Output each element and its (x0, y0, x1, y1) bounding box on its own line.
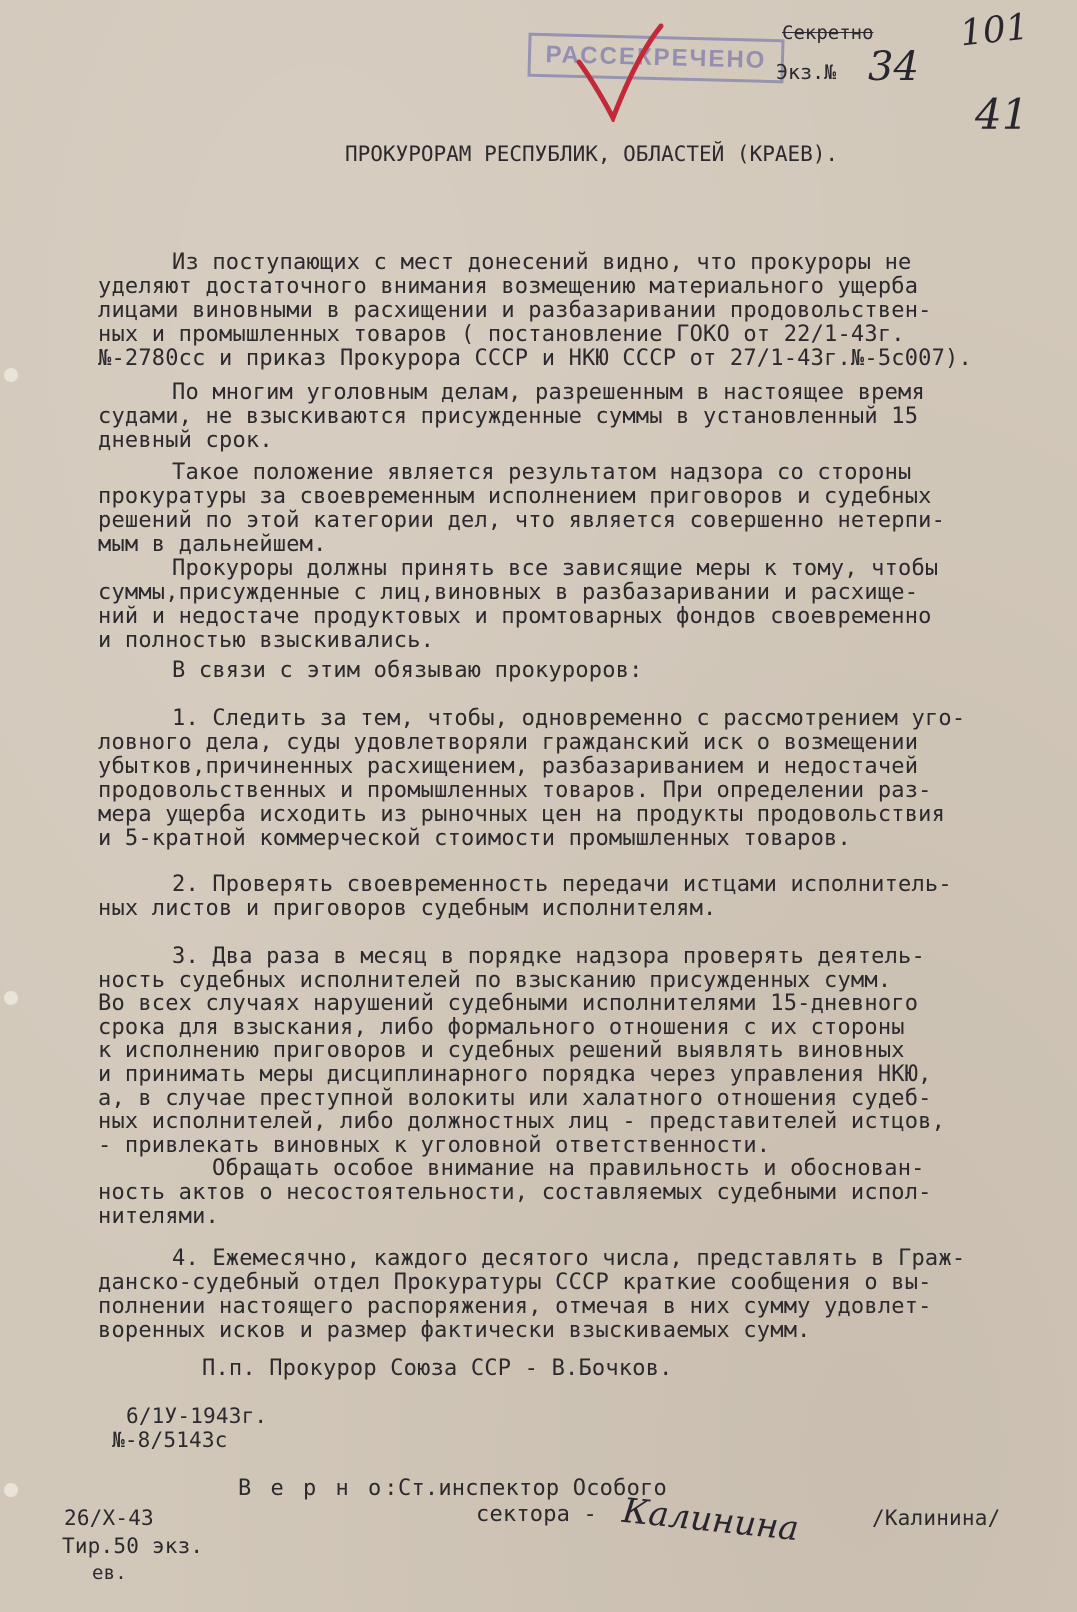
body-line: ность актов о несостоятельности, составляемых судебными испол- (98, 1180, 932, 1205)
punch-hole (4, 991, 18, 1005)
position-line1: Ст.инспектор Особого (398, 1476, 667, 1501)
body-line: мым в дальнейшем. (98, 532, 327, 557)
verified-label: В е р н о: (238, 1476, 401, 1501)
body-line: лицами виновными в расхищении и разбазаривании продовольствен- (98, 298, 932, 323)
body-line: ловного дела, суды удовлетворяли гражданский иск о возмещении (98, 730, 919, 755)
typed-name: /Калинина/ (872, 1506, 1001, 1530)
copy-label: Экз.№ (776, 60, 837, 84)
copy-number: 34 (868, 44, 919, 90)
body-line: Обращать особое внимание на правильность и обоснован- (212, 1156, 925, 1182)
footer-date: 26/Х-43 (64, 1506, 154, 1530)
reg-number: №-8/5143с (112, 1428, 228, 1452)
handwritten-signature: Калинина (620, 1490, 801, 1550)
signature: П.п. Прокурор Союза ССР - В.Бочков. (202, 1356, 673, 1381)
hand-number-top: 101 (958, 6, 1031, 55)
position-line2: сектора - (476, 1502, 598, 1527)
punch-hole (4, 368, 18, 382)
addressee: ПРОКУРОРАМ РЕСПУБЛИК, ОБЛАСТЕЙ (КРАЕВ). (345, 142, 839, 166)
body-line: 3. Два раза в месяц в порядке надзора проверять деятель- (172, 944, 925, 969)
body-line: и принимать меры дисциплинарного порядка через управления НКЮ, (98, 1062, 932, 1087)
date: 6/1У-1943г. (126, 1404, 268, 1428)
body-line: к исполнению приговоров и судебных решений выявлять виновных (98, 1038, 905, 1064)
footer-copies: Тир.50 экз. (62, 1534, 204, 1558)
hand-number-side: 41 (975, 90, 1029, 139)
body-line: продовольственных и промышленных товаров. При определении раз- (98, 778, 932, 803)
body-line: В связи с этим обязываю прокуроров: (172, 658, 643, 683)
body-line: убытков,причиненных расхищением, разбазариванием и недостачей (98, 754, 919, 779)
body-line: полнении настоящего распоряжения, отмечая в них сумму удовлет- (98, 1294, 932, 1319)
body-line: Такое положение является результатом надзора со стороны (172, 460, 912, 485)
punch-hole (4, 1483, 18, 1497)
body-line: дневный срок. (98, 428, 273, 453)
body-line: Из поступающих с мест донесений видно, что прокуроры не (172, 250, 912, 275)
body-line: ных листов и приговоров судебным исполнителям. (98, 896, 717, 921)
declassified-stamp: РАССЕКРЕЧЕНО (527, 33, 784, 84)
body-line: 2. Проверять своевременность передачи истцами исполнитель- (172, 872, 952, 897)
body-line: 1. Следить за тем, чтобы, одновременно с рассмотрением уго- (172, 706, 966, 731)
body-line: ний и недостаче продуктовых и промтоварных фондов своевременно (98, 604, 932, 629)
body-line: и полностью взыскивались. (98, 628, 435, 653)
body-line: По многим уголовным делам, разрешенным в настоящее время (172, 380, 925, 405)
body-line: ных и промышленных товаров ( постановление ГОКО от 22/1-43г. (98, 322, 905, 347)
body-line: и 5-кратной коммерческой стоимости промышленных товаров. (98, 826, 851, 851)
body-line: ность судебных исполнителей по взысканию присужденных сумм. (98, 967, 892, 993)
secrecy-crossed: Секретно (782, 22, 874, 44)
body-line: мера ущерба исходить из рыночных цен на продукты продовольствия (98, 802, 946, 827)
body-line: прокуратуры за своевременным исполнением приговоров и судебных (98, 484, 932, 509)
body-line: нителями. (98, 1203, 220, 1229)
body-line: данско-судебный отдел Прокуратуры СССР краткие сообщения о вы- (98, 1270, 932, 1295)
body-line: воренных исков и размер фактически взыскиваемых сумм. (98, 1318, 811, 1343)
body-line: судами, не взыскиваются присужденные суммы в установленный 15 (98, 404, 919, 429)
body-line: срока для взыскания, либо формального отношения с их стороны (98, 1014, 905, 1040)
body-line: уделяют достаточного внимания возмещению материального ущерба (98, 274, 919, 299)
check-mark (575, 22, 665, 122)
body-line: - привлекать виновных к уголовной ответственности. (98, 1132, 771, 1158)
body-line: ных исполнителей, либо должностных лиц - представителей истцов, (98, 1109, 946, 1135)
body-line: суммы,присужденные с лиц,виновных в разбазаривании и расхище- (98, 580, 919, 605)
footer-initials: ев. (92, 1562, 127, 1584)
body-line: а, в случае преступной волокиты или халатного отношения судеб- (98, 1085, 932, 1111)
body-line: Во всех случаях нарушений судебными исполнителями 15-дневного (98, 991, 919, 1017)
body-line: 4. Ежемесячно, каждого десятого числа, представлять в Граж- (172, 1246, 966, 1271)
body-line: решений по этой категории дел, что является совершенно нетерпи- (98, 508, 946, 533)
body-line: №-2780сс и приказ Прокурора СССР и НКЮ СССР от 27/1-43г.№-5с007). (98, 346, 972, 371)
body-line: Прокуроры должны принять все зависящие меры к тому, чтобы (172, 556, 939, 581)
